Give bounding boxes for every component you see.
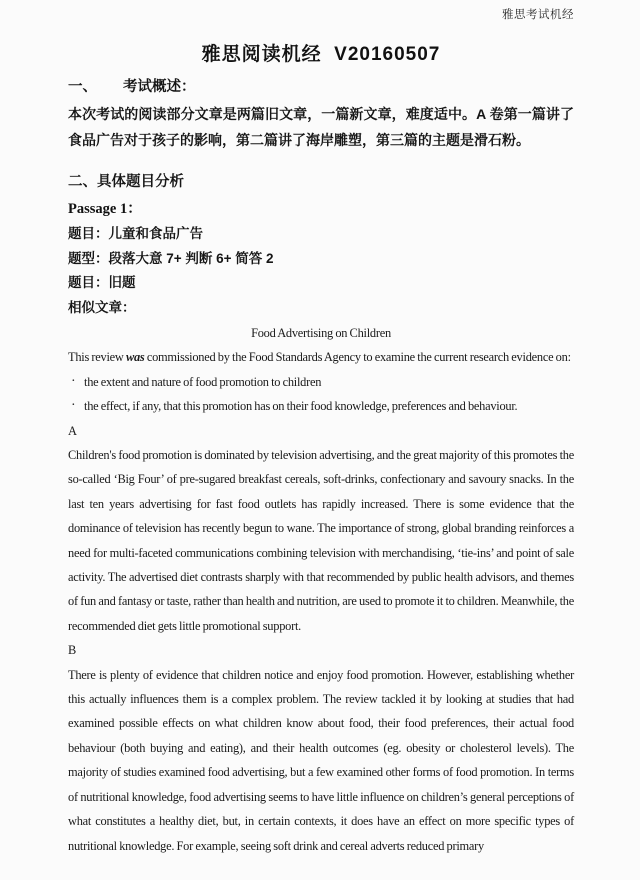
bullet-text: the effect, if any, that this promotion has on their food knowledge, preferences and behaviour. (84, 399, 518, 414)
page-header (68, 8, 574, 22)
paragraph-a-text: Children's food promotion is dominated by television advertising, and the great majority of this promotes the so-called ‘Big Four’ of pre-sugared breakfast cereals, soft-drinks, confectionary and savoury snacks. In the last ten years advertising for fast food outlets has rapidly increased. There is some evidence that the dominance of television has recently begun to wane. The importance of strong, global branding reinforces a need for multi-faceted communications combining television with merchandising, ‘tie-ins’ and point of sale activity. The advertised diet contrasts sharply with that recommended by public health advisors, and themes of fun and fantasy or taste, rather than health and nutrition, are used to promote it to children. Meanwhile, the recommended diet gets little promotional support. (68, 448, 574, 633)
paragraph-b-text: There is plenty of evidence that children notice and enjoy food promotion. However, establishing whether this actually influences them is a complex problem. The review tackled it by looking at studies that had examined possible effects on what children know about food, their food preferences, their actual food behaviour (both buying and eating), and their health outcomes (eg. obesity or cholesterol levels). The majority of studies examined food advertising, but a few examined other forms of food promotion. In terms of nutritional knowledge, food advertising seems to have little influence on children’s general perceptions of what constitutes a healthy diet, but, in certain contexts, it does have an effect on more specific types of nutritional knowledge. For example, seeing soft drink and cereal adverts reduced primary (68, 667, 574, 853)
bullet-icon: · (71, 373, 76, 389)
article (68, 321, 574, 858)
article-title: Food Advertising on Children (251, 325, 391, 340)
passage-1-label: Passage 1： (68, 201, 142, 217)
passage-meta-old-question: 题目：旧题 (68, 275, 136, 291)
intro-text-emphasis: was (125, 350, 145, 365)
bullet-icon: · (71, 398, 76, 414)
bullet-item (68, 370, 574, 394)
intro-text-before: This review (68, 350, 126, 365)
section-2-heading: 二、具体题目分析 (68, 174, 184, 190)
paragraph-b-label: B (68, 643, 77, 658)
exam-overview-text: 本次考试的阅读部分文章是两篇旧文章，一篇新文章，难度适中。A 卷第一篇讲了食品广告对于孩子的影响，第二篇讲了海岸雕塑，第三篇的主题是滑石粉。 (68, 106, 574, 148)
passage-meta-question-types: 题型：段落大意 7+ 判断 6+ 简答 2 (68, 250, 274, 266)
intro-text-after: commissioned by the Food Standards Agency to examine the current research evidence on: (144, 350, 571, 365)
document-title: 雅思阅读机经 V20160507 (201, 44, 441, 65)
section-1-number: 一、 (68, 79, 97, 95)
section-1-title: 考试概述： (123, 79, 196, 95)
section-1-heading (68, 77, 574, 97)
bullet-text: the extent and nature of food promotion to children (84, 374, 322, 389)
article-intro (68, 345, 574, 369)
header-watermark: 雅思考试机经 (502, 9, 574, 21)
passage-meta-similar-article: 相似文章： (68, 300, 136, 316)
bullet-item (68, 394, 574, 418)
paragraph-a-label: A (68, 423, 77, 438)
passage-meta-title: 题目：儿童和食品广告 (68, 225, 203, 241)
passage-meta-block (68, 197, 574, 321)
